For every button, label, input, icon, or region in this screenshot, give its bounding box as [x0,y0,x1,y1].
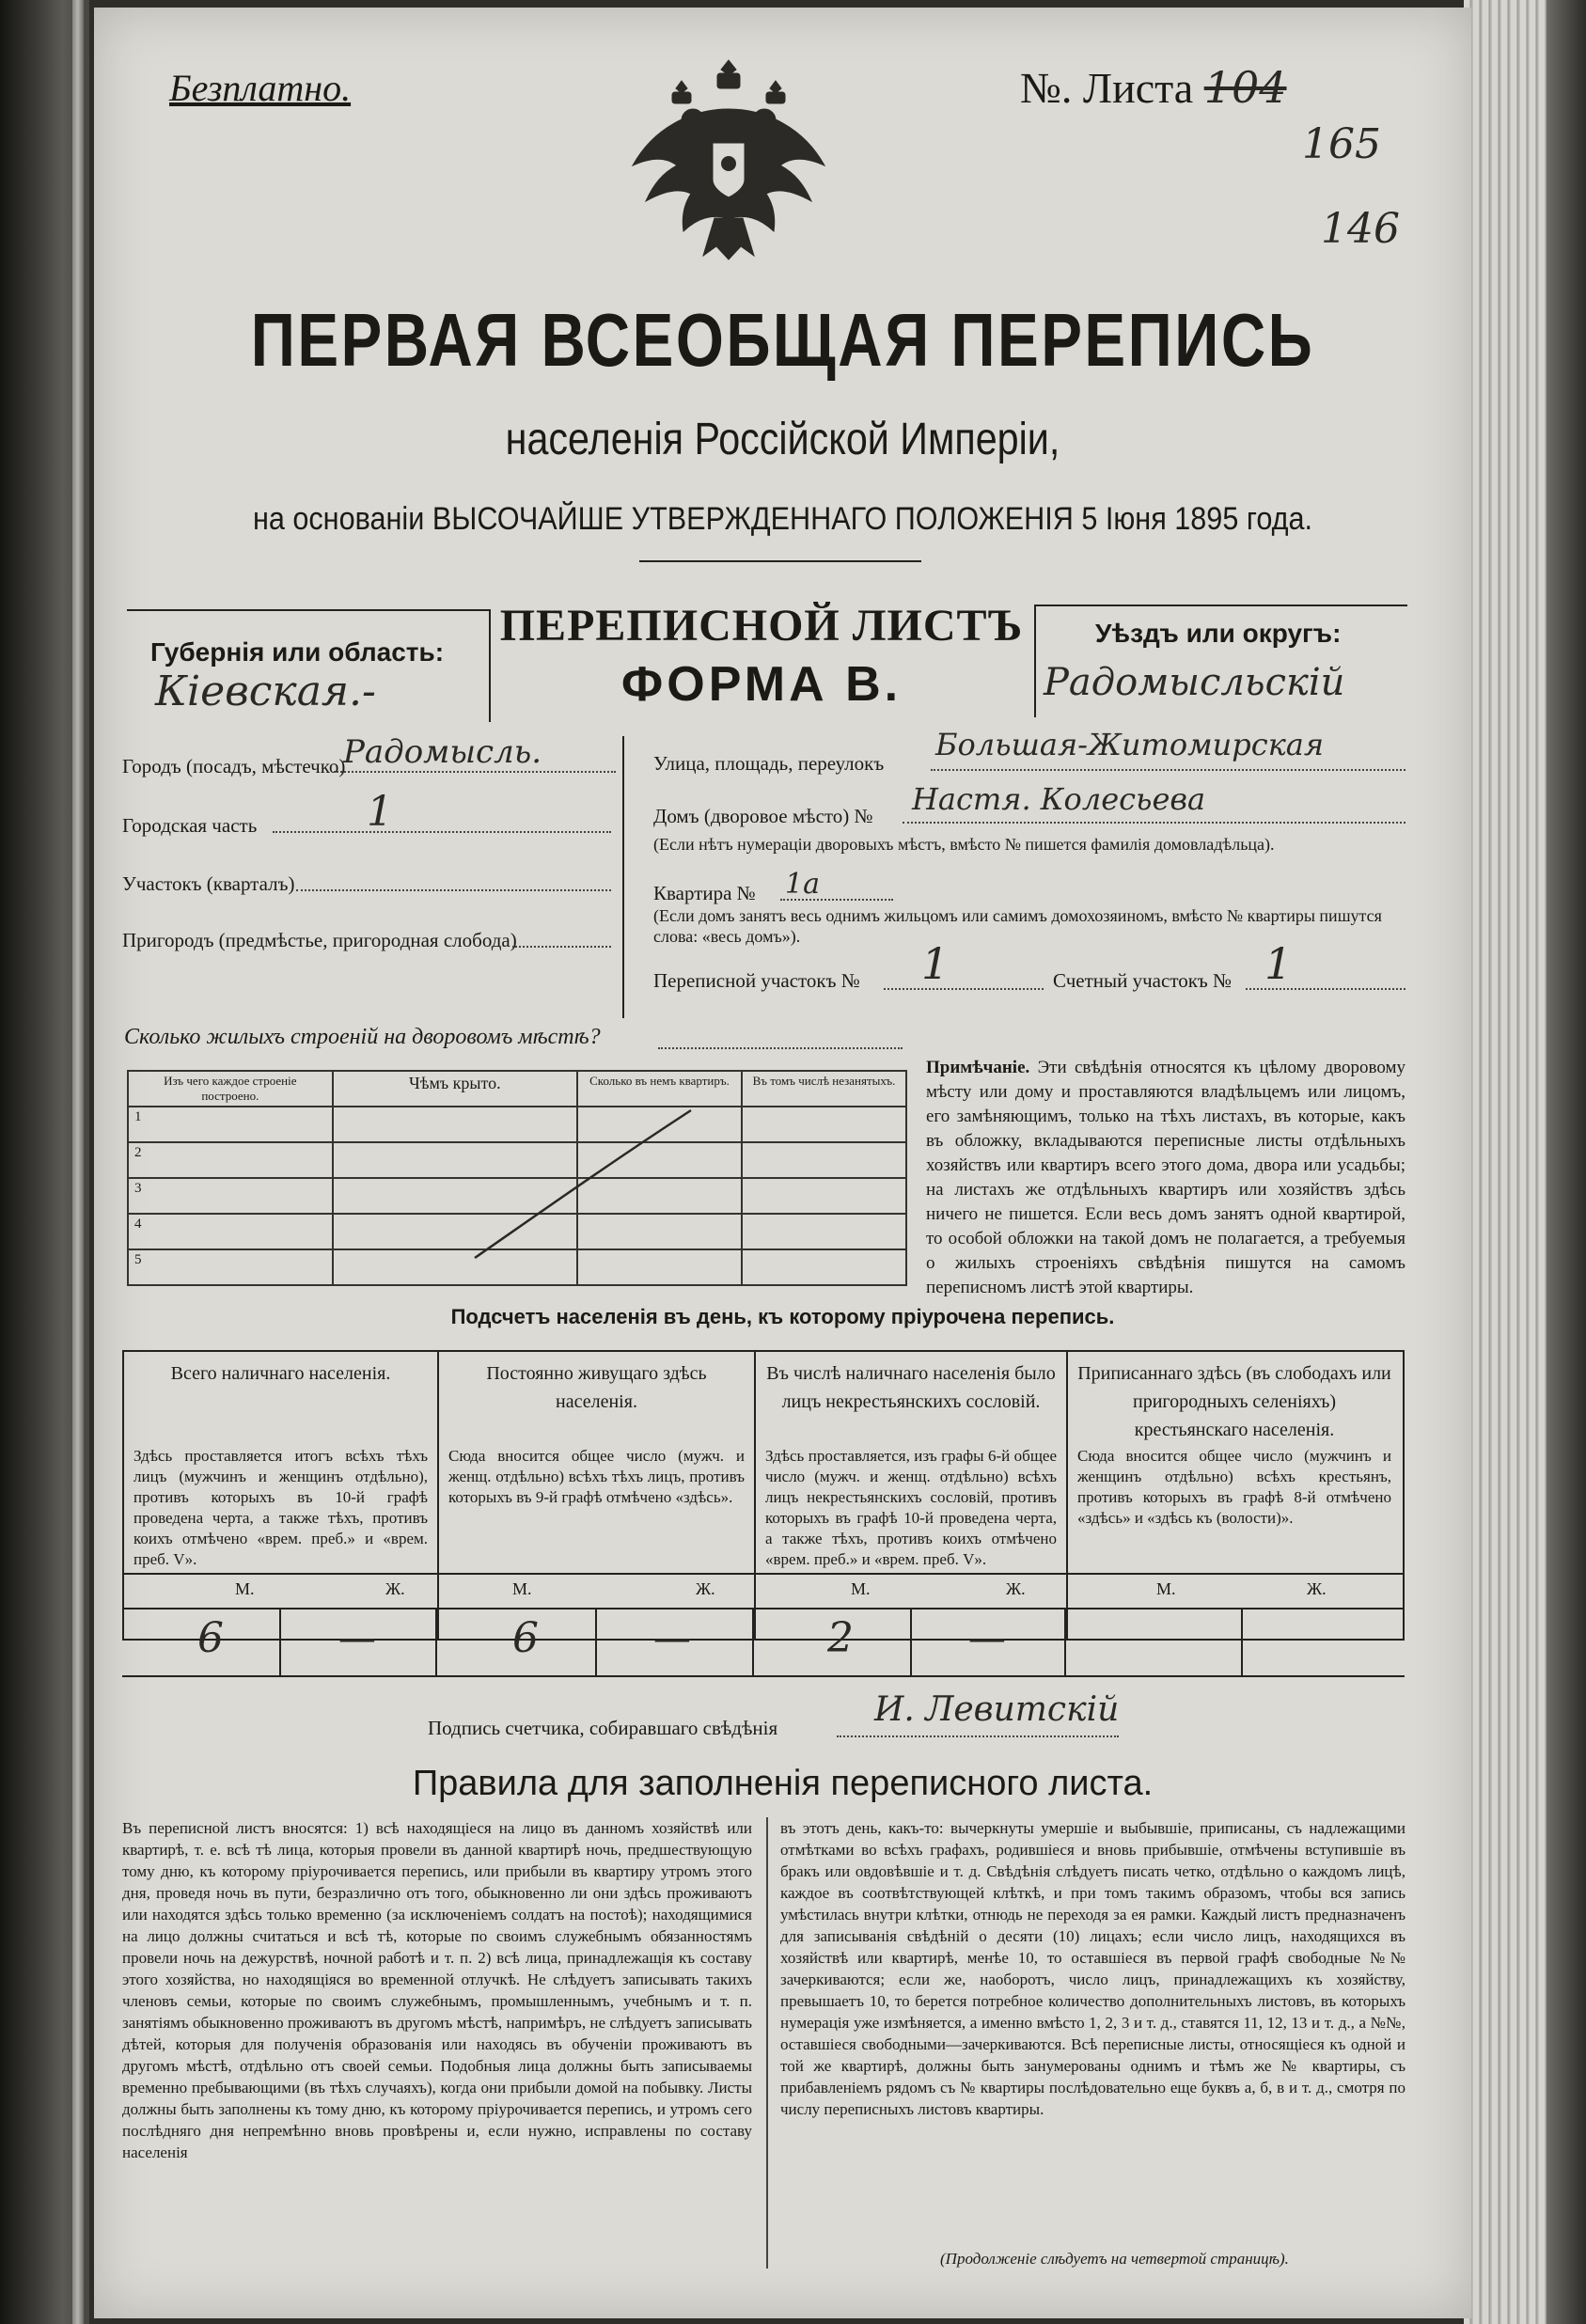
buildings-row-2: 2 [128,1142,333,1178]
mf-label-f2: Ж. [696,1579,715,1598]
book-binding [0,0,89,2324]
rules-divider [766,1817,768,2269]
buildings-row-5: 5 [128,1249,333,1285]
gubernia-value: Кіевская.- [155,667,376,715]
mf-label-f4: Ж. [1307,1579,1327,1598]
mf-label-m3: М. [851,1579,871,1598]
apartment-label: Квартира № [653,882,756,904]
rules-left: Въ переписной листъ вносятся: 1) всѣ находящіеся на лицо въ данномъ хозяйствѣ или квартирѣ, т. е. всѣ тѣ лица, которыя провели въ данной квартирѣ ночь, предшествующую тому дню, къ которому пріурочивается перепись, или прибыли въ квартиру утромъ этого дня, проведя ночь въ пути, безразлично отъ того, обыкновенно ли они здѣсь проживаютъ или находятся здѣсь только временно (за исключеніемъ солдатъ на постоѣ); находящимися на лицо должны считаться и всѣ тѣ, которые по своимъ служебнымъ обязанностямъ провели ночь на дежурствѣ, ночной работѣ и т. п. 2) всѣ лица, принадлежащія къ составу этого хозяйства, но находящіяся во временной отлучкѣ. Не слѣдуетъ записывать такихъ членовъ семьи, которые по своимъ служебнымъ, промышленнымъ, учебнымъ и т. п. занятіямъ обыкновенно проживаютъ въ другомъ мѣстѣ, напримѣръ, не слѣдуетъ записывать дѣтей, которыя для полученія образованія или находясь въ обученіи проживаютъ въ другомъ мѣстѣ, отдѣльно отъ своей семьи. Подобныя лица должны быть записываемы временно пребывающими (въ тѣхъ случаяхъ), когда они прибыли домой на побывку. Листы должны быть заполнены къ тому дню, къ которому пріурочивается перепись, и утромъ сего послѣдняго дня непремѣнно вновь провѣрены и, если нужно, исправлены по составу населенія [122,1819,752,2161]
street-label: Улица, площадь, переулокъ [653,752,885,775]
total-female: — [338,1617,376,1660]
apartment-note: (Если домъ занятъ весь однимъ жильцомъ или самимъ домохозяиномъ, вмѣсто № квартиры пишутся слова: «весь домъ»). [653,906,1382,946]
mf-label-m1: М. [235,1579,255,1598]
mf-label-f1: Ж. [385,1579,405,1598]
form-subtitle: ФОРМА В. [620,657,903,712]
buildings-question: Сколько жилыхъ строеній на дворовомъ мѣстѣ? [124,1025,601,1049]
suburb-label: Пригородъ (предмѣстье, пригородная слобода) [122,929,517,951]
note-heading: Примѣчаніе. [926,1058,1030,1077]
buildings-row-1: 1 [128,1107,333,1142]
folio-number-a: 165 [1302,120,1381,168]
note [926,1056,1405,1300]
buildings-row-3: 3 [128,1178,333,1214]
population-col-non-peasant: Въ числѣ наличнаго населенія было лицъ некрестьянскихъ сословій. Здѣсь проставляется, изъ графы 6-й общее число (мужч. и женщ. отдѣльно) всѣхъ лицъ некрестьянскихъ сословій, противъ которыхъ въ графѣ 10-й проведена черта, а также тѣхъ, противъ коихъ отмѣчено «врем. преб.» и «врем. преб. V». [756,1352,1068,1639]
uezd-label: Уѣздъ или округъ: [1095,619,1342,648]
folio-number-b: 146 [1321,205,1400,253]
uezd-value: Радомысльскій [1044,661,1345,704]
count-district-label: Счетный участокъ № [1053,969,1233,992]
city-value: Радомысль. [343,733,542,771]
count-district-value: 1 [1264,938,1293,989]
legal-basis: на основаніи ВЫСОЧАЙШЕ УТВЕРЖДЕННАГО ПОЛОЖЕНІЯ 5 Іюня 1895 года. [252,501,1313,537]
apartment-value: 1а [785,868,820,901]
non-peasant-male: 2 [827,1614,854,1662]
sheet-number-label: №. Листа [1020,64,1194,112]
census-district-value: 1 [921,938,950,989]
permanent-female: — [653,1617,691,1660]
buildings-strike-line [470,1103,696,1263]
mf-label-m4: М. [1156,1579,1176,1598]
buildings-row-4: 4 [128,1214,333,1249]
population-heading: Подсчетъ населенія въ день, къ которому пріурочена перепись. [450,1305,1115,1328]
imperial-eagle-emblem [625,53,832,269]
street-value: Большая-Житомирская [935,727,1325,762]
population-col-total: Всего наличнаго населенія. Здѣсь проставляется итогъ всѣхъ тѣхъ лицъ (мужчинъ и женщинъ отдѣльно), противъ которыхъ въ 10-й графѣ проведена черта, а также тѣхъ, противъ коихъ отмѣчено «врем. преб.» и «врем. преб. V». [124,1352,439,1639]
population-values [122,1608,1405,1677]
page-title: ПЕРВАЯ ВСЕОБЩАЯ ПЕРЕПИСЬ [250,298,1315,382]
population-col-permanent: Постоянно живущаго здѣсь населенія. Сюда вносится общее число (мужч. и женщ. отдѣльно) всѣхъ тѣхъ лицъ, противъ которыхъ въ 9-й графѣ отмѣчено «здѣсь». [439,1352,756,1639]
note-text: Эти свѣдѣнія относятся къ цѣлому дворовому мѣсту или дому и проставляются владѣльцемъ или лицомъ, его замѣняющимъ, только на тѣхъ листахъ, въ которые, какъ въ обложку, вкладываются переписные листы отдѣльныхъ хозяйствъ или квартиръ всего этого дома, двора или усадьбы; на листахъ же отдѣльныхъ квартиръ или хозяйствъ здѣсь ничего не пишется. Если весь домъ занятъ одной квартирой, то особой обложки на такой домъ не полагается, а требуемыя о жилыхъ строеніяхъ свѣдѣнія пишутся на самомъ переписномъ листѣ этой квартиры. [926,1058,1405,1297]
divider [639,560,921,562]
signature-label: Подпись счетчика, собиравшаго свѣдѣнія [428,1717,778,1739]
district-label: Участокъ (кварталъ) [122,872,295,895]
city-label: Городъ (посадъ, мѣстечко) [122,755,346,777]
population-col-peasant: Приписаннаго здѣсь (въ слободахъ или пригородныхъ селеніяхъ) крестьянскаго населенія. Сюда вносится общее число (мужчинъ и женщинъ отдѣльно) всѣхъ крестьянъ, противъ которыхъ въ графѣ 8-й отмѣчено «здѣсь» и «здѣсь къ (волости)». [1077,1363,1391,1527]
address-divider [622,736,624,1018]
house-note: (Если нѣтъ нумераціи дворовыхъ мѣстъ, вмѣсто № пишется фамилія домовладѣльца). [653,835,1275,854]
rules-title: Правила для заполненія переписного листа. [412,1764,1154,1803]
house-value: Настя. Колесьева [912,781,1206,817]
sheet-number [1020,62,1287,113]
gubernia-label: Губернія или область: [150,637,445,667]
city-part-value: 1 [367,788,393,836]
mf-header-row [122,1573,1405,1575]
permanent-male: 6 [512,1614,539,1662]
population-table [122,1350,1405,1641]
buildings-col-roof: Чѣмъ крыто. [333,1071,577,1107]
mf-label-m2: М. [512,1579,532,1598]
signature-value: И. Левитскій [874,1690,1120,1729]
total-male: 6 [197,1614,224,1662]
form-title: ПЕРЕПИСНОЙ ЛИСТЪ [499,601,1024,651]
mf-label-f3: Ж. [1006,1579,1026,1598]
house-label: Домъ (дворовое мѣсто) № [653,805,873,827]
page-subtitle: населенія Россійской Имперіи, [505,415,1060,464]
non-peasant-female: — [968,1617,1006,1660]
free-label: Безплатно. [169,67,352,109]
census-sheet [94,8,1471,2318]
buildings-col-vacant: Въ томъ числѣ незанятыхъ. [742,1071,906,1107]
city-part-label: Городская часть [122,814,258,837]
rules-right: въ этотъ день, какъ-то: вычеркнуты умершіе и выбывшіе, приписаны, съ надлежащими отмѣтками во всѣхъ графахъ, родившіеся и вновь прибывшіе, отмѣчены вступившіе въ бракъ или овдовѣвшіе и т. д. Свѣдѣнія слѣдуетъ писать четко, отдѣльно о каждомъ лицѣ, каждое въ соотвѣтствующей клѣткѣ, и при томъ такимъ образомъ, чтобы вся запись умѣстилась внутри клѣтки, отнюдь не переходя за ея рамки. Каждый листъ предназначенъ для записыванія свѣдѣній о десяти (10) лицахъ; если число лицъ, находящихся въ хозяйствѣ или квартирѣ, менѣе 10, то оставшіеся въ первой графѣ свободные №№ зачеркиваются; если же, наоборотъ, число лицъ, принадлежащихъ къ хозяйству, превышаетъ 10, то берется потребное количество дополнительныхъ листовъ, въ которыхъ нумерація уже измѣняется, а именно вмѣсто 1, 2, 3 и т. д., ставятся 11, 12, 13 и т. д., а №№, оставшіеся свободными—зачеркиваются. Всѣ переписные листы, относящіеся къ одной и той же квартирѣ, должны быть занумерованы однимъ и тѣмъ же № квартиры, съ прибавленіемъ рядомъ съ № квартиры послѣдовательно еще буквъ а, б, в и т. д., смотря по числу переписныхъ листовъ квартиры. [780,1819,1405,2118]
census-district-label: Переписной участокъ № [653,969,860,992]
sheet-number-value: 104 [1203,62,1287,113]
rules-continued: (Продолженіе слѣдуетъ на четвертой страницѣ). [940,2250,1289,2268]
buildings-col-material: Изъ чего каждое строеніе построено. [128,1071,333,1107]
page-edges [1464,0,1586,2324]
buildings-col-apartments: Сколько въ немъ квартиръ. [577,1071,742,1107]
